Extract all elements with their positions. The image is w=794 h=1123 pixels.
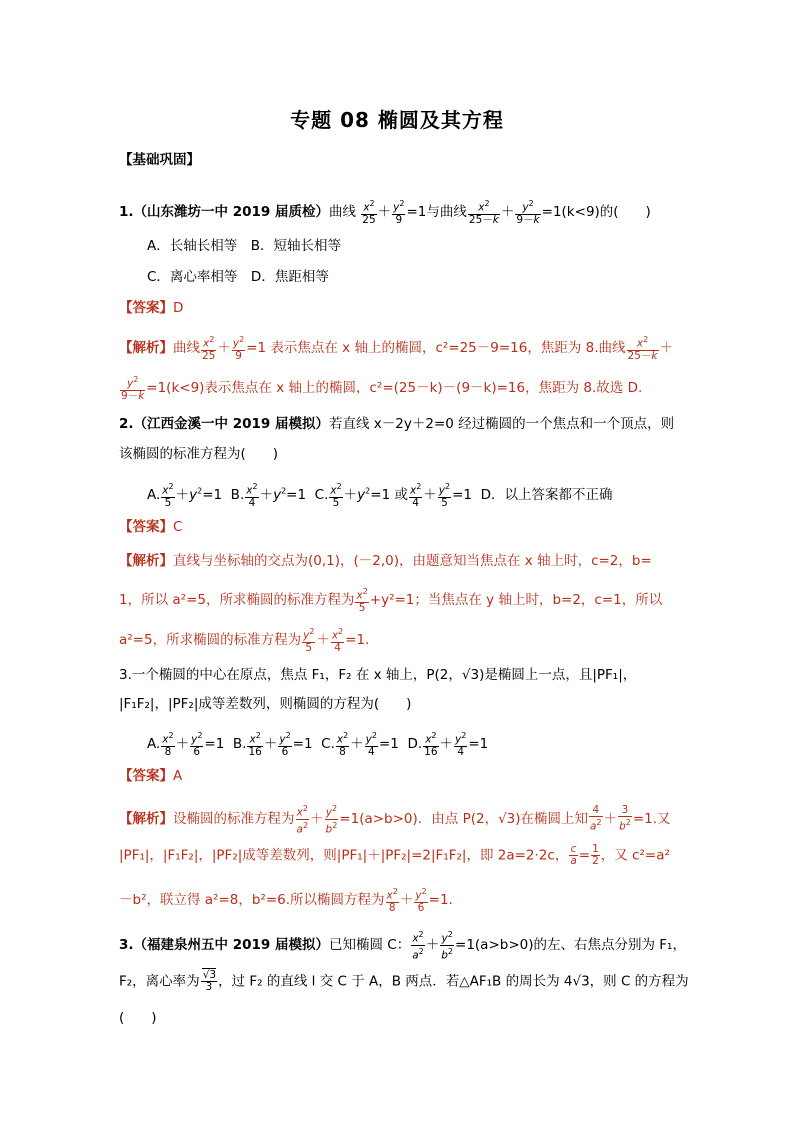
fraction: $\frac{x^2}{8}$ bbox=[336, 731, 349, 758]
q2-sol-line1: 直线与坐标轴的交点为(0,1)，(－2,0)，由题意知当焦点在 x 轴上时，c=2，b= bbox=[173, 553, 652, 569]
q4-stem-line3: ( ) bbox=[119, 1010, 157, 1026]
q4-text-b: =1(a>b>0)的左、右焦点分别为 F₁， bbox=[455, 937, 686, 953]
q1-options-row1: A．长轴长相等 B．短轴长相等 bbox=[147, 238, 341, 254]
q3-solution-line1: 【解析】设椭圆的标准方程为 $\frac{x^2}{a^2}$ ＋ $\frac{y^2}{b^2}$ =1(a>b>0)．由点 P(2，√3)在椭圆上知 $\frac{4}{a^2}$ ＋ $\frac{3}{b^2}$ =1.又 bbox=[119, 804, 671, 835]
page-title: 专题 08 椭圆及其方程 bbox=[290, 108, 504, 132]
answer-label: 【答案】 bbox=[119, 300, 173, 316]
q4-stem-line2 bbox=[119, 970, 689, 993]
fraction: $\frac{x^2}{25-k}$ bbox=[627, 335, 658, 362]
fraction: $\frac{y^2}{b^2}$ bbox=[441, 930, 454, 961]
fraction: $\frac{x^2}{8}$ bbox=[386, 887, 398, 914]
q2-stem-line1 bbox=[119, 414, 674, 434]
fraction: $\frac{x^2}{25-k}$ bbox=[468, 199, 499, 226]
q3-sol-line2a: |PF₁|，|F₁F₂|，|PF₂|成等差数列，则|PF₁|＋|PF₂|=2|F₁F₂|，即 2a=2·2c， bbox=[119, 847, 569, 864]
fraction: $\frac{x^2}{16}$ bbox=[424, 731, 438, 758]
q3-sol-line2b: ，又 c²=a² bbox=[600, 847, 670, 864]
fraction: $\frac{y^2}{6}$ bbox=[279, 731, 291, 758]
fraction: $\frac{y^2}{9}$ bbox=[393, 199, 405, 226]
q3-solution-line2: |PF₁|，|F₁F₂|，|PF₂|成等差数列，则|PF₁|＋|PF₂|=2|F₁F₂|，即 2a=2·2c， $\frac{c}{a}$ = $\frac{1}{2}$ ，又 c²=a² bbox=[119, 843, 670, 867]
q3-solution-line3: －b²，联立得 a²=8，b²=6.所以椭圆方程为 $\frac{x^2}{8}$ ＋ $\frac{y^2}{6}$ =1. bbox=[119, 887, 453, 914]
q4-source: 3.（福建泉州五中 2019 届模拟） bbox=[119, 937, 329, 953]
q2-text-a: 若直线 x－2y＋2=0 经过椭圆的一个焦点和一个顶点，则 bbox=[329, 416, 675, 432]
fraction: $\frac{x^2}{4}$ bbox=[331, 627, 344, 654]
q2-sol-line3b: =1. bbox=[345, 631, 370, 648]
fraction: $\frac{y^2}{9}$ bbox=[232, 335, 245, 362]
q2-options: A. $\frac{x^2}{5}$ $+y^2=1$ B. $\frac{x^2}{4}$ $+y^2=1$ C. $\frac{x^2}{5}$ $+y^2=1$ 或 $\frac{x^2}{4}$ ＋ $\frac{y^2}{5}$ =1 D．以上答案都不正确 bbox=[147, 482, 613, 509]
q3-stem-line1: 3.一个椭圆的中心在原点，焦点 F₁，F₂ 在 x 轴上，P(2，√3)是椭圆上一点，且|PF₁|， bbox=[119, 667, 637, 683]
q2-solution-line1 bbox=[119, 551, 652, 571]
q3-sol-line1c: =1.又 bbox=[632, 811, 671, 827]
fraction: $\frac{x^2}{4}$ bbox=[409, 482, 422, 509]
q2-sol-line2b: +y²=1；当焦点在 y 轴上时，b=2，c=1，所以 bbox=[369, 591, 663, 608]
q3-sol-line3a: －b²，联立得 a²=8，b²=6.所以椭圆方程为 bbox=[119, 891, 385, 908]
analysis-label: 【解析】 bbox=[119, 553, 173, 569]
answer-label: 【答案】 bbox=[119, 519, 173, 535]
q2-solution-line3: a²=5，所求椭圆的标准方程为 $\frac{y^2}{5}$ ＋ $\frac{x^2}{4}$ =1. bbox=[119, 627, 370, 654]
fraction: $\frac{x^2}{25}$ bbox=[202, 335, 216, 362]
q3-stem-line2: |F₁F₂|，|PF₂|成等差数列，则椭圆的方程为( ) bbox=[119, 696, 412, 712]
q4-line2b: ，过 F₂ 的直线 l 交 C 于 A，B 两点．若△AF₁B 的周长为 4√3，则 C 的方程为 bbox=[218, 973, 689, 990]
q1-source: 1.（山东潍坊一中 2019 届质检） bbox=[119, 203, 329, 220]
fraction: $\frac{y^2}{9-k}$ bbox=[121, 375, 145, 402]
fraction: $\frac{c}{a}$ bbox=[570, 843, 577, 867]
fraction: $\frac{y^2}{9-k}$ bbox=[516, 199, 540, 226]
q2-answer bbox=[119, 517, 182, 537]
q1-answer bbox=[119, 298, 183, 318]
fraction: $\frac{x^2}{5}$ bbox=[330, 482, 342, 509]
fraction: $\frac{x^2}{5}$ bbox=[356, 587, 368, 614]
fraction: $\frac{y^2}{6}$ bbox=[191, 731, 203, 758]
q1-options-row2: C．离心率相等 D．焦距相等 bbox=[147, 269, 329, 285]
q4-stem-line1: 3.（福建泉州五中 2019 届模拟）已知椭圆 C： $\frac{x^2}{a^2}$ ＋ $\frac{y^2}{b^2}$ =1(a>b>0)的左、右焦点分别为 F₁， bbox=[119, 930, 686, 961]
fraction: $\frac{y^2}{4}$ bbox=[365, 731, 377, 758]
fraction: $\frac{x^2}{a^2}$ bbox=[296, 804, 309, 835]
q1-sol-c: =1(k<9)表示焦点在 x 轴上的椭圆，c²=(25－k)－(9－k)=16，焦距为 8.故选 D. bbox=[146, 379, 643, 396]
answer-label: 【答案】 bbox=[119, 768, 173, 784]
fraction: $\frac{x^2}{16}$ bbox=[248, 731, 262, 758]
fraction: $\frac{x^2}{25}$ bbox=[362, 199, 376, 226]
q1-solution-line2 bbox=[119, 374, 642, 402]
q1-text-b: 与曲线 bbox=[426, 203, 467, 220]
q3-options: A. $\frac{x^2}{8}$ ＋ $\frac{y^2}{6}$ =1 B. $\frac{x^2}{16}$ ＋ $\frac{y^2}{6}$ =1 C. $\frac{x^2}{8}$ ＋ $\frac{y^2}{4}$ =1 D. $\frac{x^2}{16}$ ＋ $\frac{y^2}{4}$ =1 bbox=[147, 731, 489, 758]
q1-stem: 1.（山东潍坊一中 2019 届质检）曲线 $\frac{x^2}{25}$ ＋ $\frac{y^2}{9}$ =1与曲线 $\frac{x^2}{25-k}$ ＋ $\frac{y^2}{9-k}$ =1(k<9)的( ) bbox=[119, 199, 651, 226]
fraction: $\frac{y^2}{6}$ bbox=[415, 887, 427, 914]
q4-text-a: 已知椭圆 C： bbox=[329, 937, 411, 953]
q2-stem-line2: 该椭圆的标准方程为( ) bbox=[119, 446, 279, 462]
q2-sol-line2a: 1，所以 a²=5，所求椭圆的标准方程为 bbox=[119, 591, 355, 608]
q1-solution-line1: 【解析】曲线 $\frac{x^2}{25}$ ＋ $\frac{y^2}{9}$ =1 表示焦点在 x 轴上的椭圆，c²=25－9=16，焦距为 8.曲线 $\frac{x^2}{25-k}$ ＋ bbox=[119, 335, 673, 362]
fraction: $\frac{x^2}{a^2}$ bbox=[412, 930, 424, 961]
fraction: $\frac{y^2}{b^2}$ bbox=[325, 804, 338, 835]
fraction: $\frac{x^2}{8}$ bbox=[162, 731, 174, 758]
q2-sol-line3a: a²=5，所求椭圆的标准方程为 bbox=[119, 631, 302, 648]
fraction: $\frac{x^2}{4}$ bbox=[246, 482, 258, 509]
fraction: $\frac{y^2}{4}$ bbox=[455, 731, 467, 758]
fraction: $\frac{4}{a^2}$ bbox=[590, 804, 602, 833]
q2-source: 2.（江西金溪一中 2019 届模拟） bbox=[119, 416, 329, 432]
q1-text-c: =1(k<9)的( ) bbox=[541, 203, 651, 220]
fraction: $\frac{y^2}{5}$ bbox=[438, 482, 451, 509]
q2-solution-line2 bbox=[119, 586, 662, 614]
q1-sol-a: 曲线 bbox=[173, 339, 200, 356]
fraction: $\frac{3}{b^2}$ bbox=[619, 804, 631, 833]
q2-answer-value: C bbox=[173, 519, 183, 535]
q1-answer-value: D bbox=[173, 300, 184, 316]
q4-line2a: F₂，离心率为 bbox=[119, 973, 200, 990]
q1-sol-b: =1 表示焦点在 x 轴上的椭圆，c²=25－9=16，焦距为 8.曲线 bbox=[246, 339, 626, 356]
analysis-label: 【解析】 bbox=[119, 811, 173, 827]
q3-answer bbox=[119, 766, 182, 786]
fraction: $\frac{√3}{3}$ bbox=[202, 969, 217, 993]
q3-sol-line3b: =1. bbox=[428, 891, 453, 908]
q3-sol-line1b: =1(a>b>0)．由点 P(2，√3)在椭圆上知 bbox=[339, 811, 589, 827]
q3-sol-line1a: 设椭圆的标准方程为 bbox=[173, 811, 295, 827]
section-heading: 【基础巩固】 bbox=[119, 152, 200, 168]
q2-option-d: D．以上答案都不正确 bbox=[480, 486, 613, 503]
q3-answer-value: A bbox=[173, 768, 183, 784]
fraction: $\frac{x^2}{5}$ bbox=[162, 482, 174, 509]
analysis-label: 【解析】 bbox=[119, 339, 173, 356]
q1-text-a: 曲线 bbox=[329, 203, 356, 220]
fraction: $\frac{1}{2}$ bbox=[592, 843, 599, 867]
fraction: $\frac{y^2}{5}$ bbox=[303, 627, 315, 654]
